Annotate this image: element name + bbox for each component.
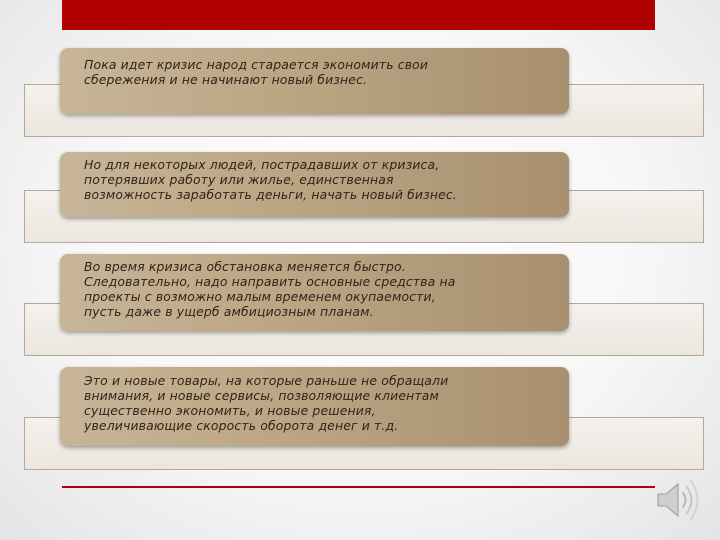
top-accent-bar [62,0,655,30]
paragraph-3: Во время кризиса обстановка меняется быстро. Следовательно, надо направить основные средства на проекты с возможно малым временем окупаемости, пусть даже в ущерб амбициозным планам. [84,259,456,319]
bottom-accent-line [62,486,655,488]
paragraph-1: Пока идет кризис народ старается экономить свои сбережения и не начинают новый бизнес. [84,57,429,87]
text-card-3 [60,254,569,331]
paragraph-2: Но для некоторых людей, пострадавших от кризиса, потерявших работу или жилье, единственная возможность заработать деньги, начать новый бизнес. [84,157,457,202]
text-card-4 [60,367,569,446]
text-card-1 [60,48,569,114]
text-card-2 [60,152,569,217]
paragraph-4: Это и новые товары, на которые раньше не обращали внимания, и новые сервисы, позволяющие клиентам существенно экономить, и новые решения, увеличивающие скорость оборота денег и т.д. [84,373,449,433]
speaker-icon[interactable] [652,476,704,524]
